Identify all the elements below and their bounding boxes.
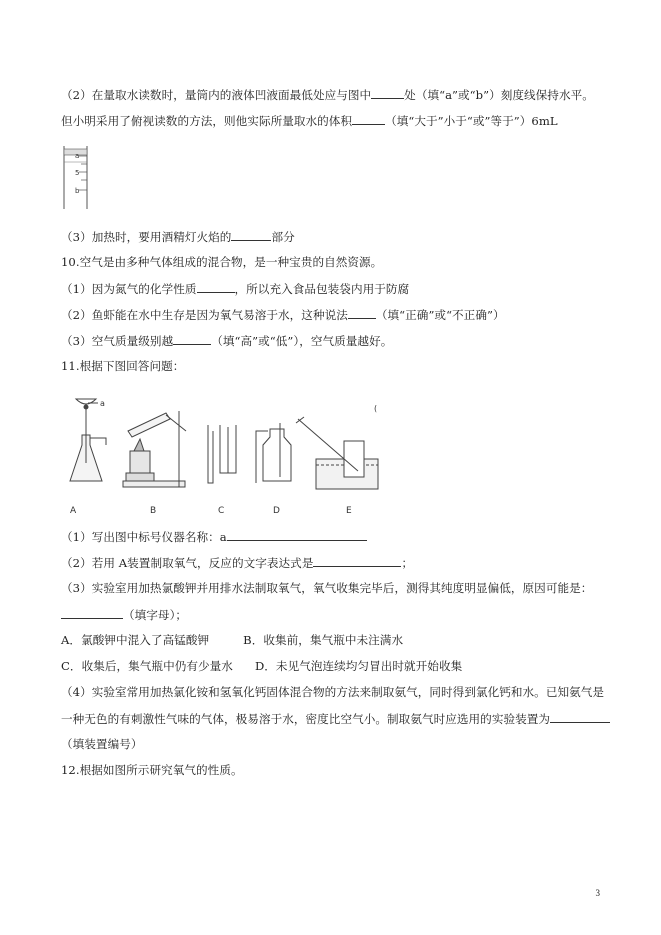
apparatus-D (256, 423, 291, 483)
q11-part4-line3: （填装置编号） (61, 737, 143, 751)
q11-part3: （3）实验室用加热氯酸钾并用排水法制取氧气，氧气收集完毕后，测得其纯度明显偏低，原因可能是： (61, 581, 593, 595)
label-D: D (273, 506, 280, 516)
q11-options-cd: C．收集后，集气瓶中仍有少量水 D．未见气泡连续均匀冒出时就开始收集 (61, 659, 463, 673)
apparatus-figure (58, 393, 388, 520)
cylinder-mark-b: b (75, 187, 80, 195)
apparatus-E (296, 417, 378, 489)
stray-paren: ( (374, 404, 378, 413)
q12-stem: 12.根据如图所示研究氧气的性质。 (61, 763, 243, 777)
q11-part3-answer: （填字母）； (61, 606, 187, 623)
measuring-cylinder-figure (61, 144, 91, 209)
page-number: 3 (595, 888, 600, 898)
q11-options-ab: A．氯酸钾中混入了高锰酸钾 B．收集前，集气瓶中未注满水 (61, 633, 404, 647)
apparatus-A (70, 399, 106, 481)
cylinder-mark-5: 5 (75, 169, 80, 177)
q10-stem: 10.空气是由多种气体组成的混合物，是一种宝贵的自然资源。 (61, 255, 383, 269)
q10-part2: （2）鱼虾能在水中生存是因为氧气易溶于水，这种说法 （填“正确”或“不正确”） (61, 308, 505, 322)
q11-stem: 11.根据下图回答问题： (61, 359, 185, 373)
q11-part1: （1）写出图中标号仪器名称：a (61, 528, 367, 545)
label-A: A (70, 506, 77, 516)
q9-part2-line2: 但小明采用了俯视读数的方法，则他实际所量取水的体积 （填“大于”小于“或”等于”）6mL (61, 114, 558, 128)
q10-part3: （3）空气质量级别越 （填“高”或“低”），空气质量越好。 (61, 334, 393, 348)
cylinder-mark-a: a (75, 152, 80, 160)
q10-part1: （1）因为氮气的化学性质 ，所以充入食品包装袋内用于防腐 (61, 282, 410, 296)
q11-part4-line1: （4）实验室常用加热氯化铵和氢氧化钙固体混合物的方法来制取氨气，同时得到氯化钙和水。已知氨气是 (61, 685, 605, 699)
q11-part4-line2: 一种无色的有刺激性气味的气体，极易溶于水，密度比空气小。制取氨气时应选用的实验装置为 (61, 710, 610, 727)
label-E: E (346, 506, 352, 516)
label-B: B (150, 506, 157, 516)
label-a: a (100, 399, 105, 408)
label-C: C (218, 506, 225, 516)
apparatus-C (208, 425, 236, 483)
q9-part2-line1: （2）在量取水读数时，量筒内的液体凹液面最低处应与图中 处（填“a”或“b”）刻度线保持水平。 (61, 88, 594, 102)
q11-part2: （2）若用 A装置制取氧气，反应的文字表达式是 ； (61, 556, 414, 570)
q9-part3-line: （3）加热时，要用酒精灯火焰的 部分 (61, 230, 295, 244)
apparatus-B (123, 411, 186, 487)
